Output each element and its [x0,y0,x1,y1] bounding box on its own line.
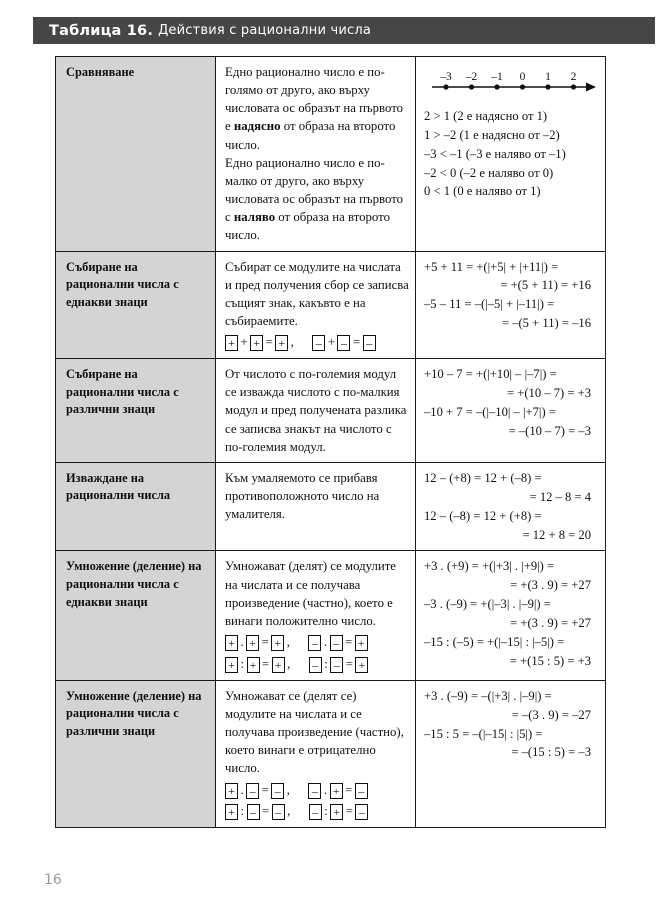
table-row [56,359,606,463]
rule-text-fragment: Едно рационално число е по-голямо от друго, ако върху числовата ос образът на първото е [225,65,404,134]
rule-text-fragment: Умножават се (делят се) модулите на числата и се получава произведение (частно), което винаги е отрицателно число. [225,688,404,776]
rule-text [216,57,415,251]
sign-box: – [363,335,376,351]
example-line: –3 . (–9) = +(|–3| . |–9|) = [424,597,551,612]
operation-name-wrap [56,57,215,89]
sign-rule-row [225,803,409,821]
sign-operator: , [286,782,290,797]
sign-operator: = [345,782,353,797]
sign-operator: = [345,804,353,819]
rule-paragraph [225,154,409,245]
rule-cell [216,251,416,359]
example-line: = –(3 . 9) = –27 [511,707,591,722]
table-row [56,57,606,252]
rule-text-fragment: Събират се модулите на числата и пред получения сбор се записва същият знак, какъвто е на събираемите. [225,259,409,329]
svg-text:–1: –1 [491,71,503,83]
table-body [56,57,606,828]
sign-box: – [308,783,321,799]
rule-cell [216,359,416,463]
sign-rule-row [225,634,409,652]
examples-cell [416,680,606,828]
example-line: –15 : (–5) = +(|–15| : |–5|) = [424,634,565,649]
example-line: –10 + 7 = –(|–10| – |+7|) = [424,404,556,419]
table-title-banner [33,17,655,44]
example-line: = +(15 : 5) = +3 [509,653,591,668]
rule-paragraph [225,63,409,154]
operation-name-wrap [56,681,215,748]
sign-box: + [247,657,260,673]
sign-box: + [250,335,263,351]
sign-box: – [246,783,259,799]
operation-name-cell [56,359,216,463]
example-line: = +(3 . 9) = +27 [510,578,591,593]
sign-operator: = [261,635,269,650]
example-line: –2 < 0 (–2 е наляво от 0) [424,165,554,180]
example-line: –3 < –1 (–3 е наляво от –1) [424,146,566,161]
operation-name-cell [56,680,216,828]
sign-operator: , [287,656,291,671]
examples-wrap [416,551,605,676]
rule-text-fragment: надясно [233,119,281,134]
operation-name-wrap [56,463,215,512]
example-line: –15 : 5 = –(|–15| : |5|) = [424,726,543,741]
example-line: 2 > 1 (2 е надясно от 1) [424,108,548,123]
operation-name-cell [56,57,216,252]
svg-text:0: 0 [519,71,526,83]
svg-text:1: 1 [545,71,551,83]
sign-operator: = [261,782,269,797]
example-line: +3 . (+9) = +(|+3| . |+9|) = [424,559,555,574]
example-line: 1 > –2 (1 е надясно от –2) [424,127,560,142]
example-line: = –(5 + 11) = –16 [501,316,591,331]
sign-operator: = [262,656,270,671]
sign-box: + [225,635,238,651]
rule-text [216,681,415,828]
rule-cell [216,462,416,551]
sign-operator: + [327,335,335,350]
operation-name-cell [56,462,216,551]
operation-name: Събиране на рационални числа с еднакви знаци [66,259,179,309]
sign-box: + [225,657,238,673]
rule-paragraph [225,365,409,456]
sign-operator: = [345,656,353,671]
table-title-number: Таблица 16. [49,22,154,39]
operation-name: Събиране на рационални числа с различни знаци [66,367,179,417]
rule-text-fragment: Едно рационално число е по-малко от друго, ако върху числовата ос образът на първото с [225,155,404,225]
example-line: = 12 + 8 = 20 [522,527,591,542]
rule-cell [216,57,416,252]
examples-cell [416,57,606,252]
sign-operator: , [287,804,291,819]
rule-cell [216,551,416,680]
sign-box: + [272,657,285,673]
rule-text [216,252,415,359]
sign-operator: . [240,635,244,650]
rule-text-fragment: наляво [233,210,276,225]
sign-box: – [330,635,343,651]
sign-operator: . [240,782,244,797]
sign-operator: = [345,635,353,650]
example-line: = +(5 + 11) = +16 [500,278,591,293]
rational-numbers-operations-table [55,56,606,828]
example-line: –5 – 11 = –(|–5| + |–11|) = [424,297,555,312]
table-row [56,251,606,359]
number-line-svg [424,65,596,95]
sign-operator: , [290,335,294,350]
example-line: = –(15 : 5) = –3 [511,745,591,760]
rule-text [216,551,415,679]
example-line: 12 – (+8) = 12 + (–8) = [424,470,542,485]
examples-wrap [416,359,605,447]
rule-paragraph [225,557,409,630]
sign-rule-row [225,656,409,674]
example-line: = 12 – 8 = 4 [529,489,591,504]
sign-box: – [355,783,368,799]
example-line: = –(10 – 7) = –3 [508,423,591,438]
operation-name: Умножение (деление) на рационални числа с еднакви знаци [66,559,202,609]
operation-name: Изваждане на рационални числа [66,470,171,503]
example-line: 0 < 1 (0 е наляво от 1) [424,184,541,199]
examples-wrap [416,252,605,340]
sign-box: + [355,635,368,651]
sign-box: + [355,657,368,673]
table-title-text: Действия с рационални числа [158,23,372,38]
sign-box: – [308,635,321,651]
example-line: +10 – 7 = +(|+10| – |–7|) = [424,367,557,382]
rule-paragraph [225,258,409,331]
sign-box: – [330,657,343,673]
sign-operator: : [240,656,244,671]
sign-box: + [275,335,288,351]
rule-paragraph [225,469,409,523]
example-line: +5 + 11 = +(|+5| + |+11|) = [424,259,559,274]
sign-operator: : [324,804,328,819]
example-line: +3 . (–9) = –(|+3| . |–9|) = [424,688,552,703]
sign-operator: = [265,335,273,350]
sign-box: + [330,804,343,820]
sign-box: – [272,804,285,820]
sign-operator: : [240,804,244,819]
rule-text [216,463,415,529]
sign-rule-row [225,782,409,800]
sign-operator: . [323,782,328,797]
rule-text-fragment: Към умаляемото се прибавя противоположното число на умалителя. [225,470,380,522]
sign-box: + [330,783,343,799]
sign-box: – [337,335,350,351]
rule-text-fragment: от образа на второто число. [225,119,396,152]
rule-cell [216,680,416,828]
operation-name: Сравняване [66,65,135,79]
sign-operator: + [240,335,248,350]
sign-box: – [309,657,322,673]
sign-box: – [312,335,325,351]
number-line [424,65,597,101]
operation-name-wrap [56,252,215,319]
table-row [56,551,606,680]
sign-box: + [246,635,259,651]
sign-box: + [225,804,238,820]
examples-cell [416,359,606,463]
rule-text [216,359,415,462]
sign-box: + [225,335,238,351]
example-line: = +(3 . 9) = +27 [510,616,591,631]
sign-box: – [309,804,322,820]
sign-operator: , [286,635,290,650]
sign-box: – [355,804,368,820]
operation-name: Умножение (деление) на рационални числа с различни знаци [66,688,202,738]
sign-operator: = [352,335,361,350]
operation-name-cell [56,551,216,680]
rule-text-fragment: от образа на второто число. [225,210,390,243]
sign-box: + [271,635,284,651]
example-line: = +(10 – 7) = +3 [506,385,591,400]
examples-wrap [416,681,605,769]
rule-paragraph [225,687,409,778]
rule-text-fragment: От числото с по-големия модул се изважда числото с по-малкия модул и пред получената разлика се записва знакът на числото с по-големия модул. [225,367,407,454]
sign-operator: : [324,656,328,671]
sign-box: – [247,804,260,820]
examples-wrap [416,57,605,207]
example-line: 12 – (–8) = 12 + (+8) = [424,508,542,523]
sign-rule-row [225,334,409,352]
sign-box: – [271,783,284,799]
table-row [56,680,606,828]
page-number: 16 [44,872,62,888]
table-row [56,462,606,551]
operation-name-wrap [56,359,215,426]
svg-text:2: 2 [570,71,577,83]
sign-operator: = [262,804,270,819]
examples-cell [416,462,606,551]
sign-operator: . [323,635,328,650]
svg-text:–3: –3 [440,71,452,83]
svg-text:–2: –2 [465,71,478,83]
operation-name-wrap [56,551,215,618]
rule-text-fragment: Умножават (делят) се модулите на числата и се получава произведение (частно), което е винаги положително число. [225,559,396,628]
examples-cell [416,251,606,359]
examples-cell [416,551,606,680]
sign-box: + [225,783,238,799]
examples-wrap [416,463,605,551]
operation-name-cell [56,251,216,359]
